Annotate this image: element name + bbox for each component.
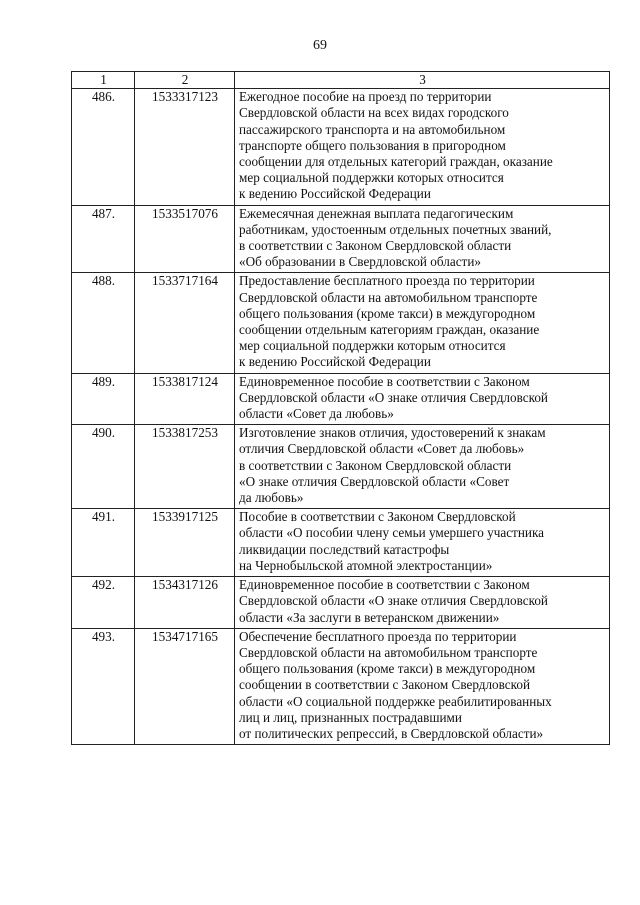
description-line: области «О пособии члену семьи умершего участника bbox=[239, 525, 544, 541]
description-line: пассажирского транспорта и на автомобильном bbox=[239, 121, 506, 137]
description-line: к ведению Российской Федерации bbox=[239, 186, 431, 202]
row-code: 1533517076 bbox=[135, 205, 235, 273]
description-line: лиц и лиц, признанных пострадавшими bbox=[239, 709, 462, 725]
description-line: Свердловской области «О знаке отличия Свердловской bbox=[239, 389, 548, 405]
description-line: Свердловской области на всех видах городского bbox=[239, 105, 509, 121]
row-code: 1533917125 bbox=[135, 509, 235, 577]
row-description bbox=[235, 89, 610, 205]
description-line: общего пользования (кроме такси) в междугородном bbox=[239, 305, 536, 321]
row-code: 1534717165 bbox=[135, 628, 235, 744]
row-description bbox=[235, 509, 610, 577]
table-header bbox=[72, 72, 610, 89]
table-row bbox=[72, 89, 610, 205]
description-line: мер социальной поддержки которым относится bbox=[239, 338, 506, 354]
row-number: 486. bbox=[72, 89, 135, 205]
description-line: области «О социальной поддержке реабилитированных bbox=[239, 693, 552, 709]
description-line: Ежемесячная денежная выплата педагогическим bbox=[239, 205, 514, 221]
row-description bbox=[235, 373, 610, 425]
row-number: 491. bbox=[72, 509, 135, 577]
row-number: 490. bbox=[72, 425, 135, 509]
description-line: Единовременное пособие в соответствии с Законом bbox=[239, 373, 530, 389]
description-line: Предоставление бесплатного проезда по территории bbox=[239, 273, 535, 289]
row-code: 1533817253 bbox=[135, 425, 235, 509]
description-line: сообщении в соответствии с Законом Свердловской bbox=[239, 677, 531, 693]
description-line: сообщении отдельным категориям граждан, оказание bbox=[239, 322, 540, 338]
description-line: да любовь» bbox=[239, 490, 304, 506]
description-line: общего пользования (кроме такси) в междугородном bbox=[239, 661, 536, 677]
row-code: 1534317126 bbox=[135, 577, 235, 629]
description-line: Обеспечение бесплатного проезда по территории bbox=[239, 628, 517, 644]
description-line: «Об образовании в Свердловской области» bbox=[239, 254, 481, 270]
table-row bbox=[72, 205, 610, 273]
header-cell-3: 3 bbox=[235, 72, 610, 89]
description-line: на Чернобыльской атомной электростанции» bbox=[239, 557, 493, 573]
description-line: Свердловской области на автомобильном транспорте bbox=[239, 289, 538, 305]
row-code: 1533317123 bbox=[135, 89, 235, 205]
description-line: сообщении для отдельных категорий граждан, оказание bbox=[239, 154, 553, 170]
page-number: 69 bbox=[313, 38, 327, 53]
row-number: 492. bbox=[72, 577, 135, 629]
description-line: работникам, удостоенным отдельных почетных званий, bbox=[239, 221, 552, 237]
row-number: 487. bbox=[72, 205, 135, 273]
header-cell-1: 1 bbox=[72, 72, 135, 89]
header-cell-2: 2 bbox=[135, 72, 235, 89]
table-header-row bbox=[72, 72, 610, 89]
row-description bbox=[235, 425, 610, 509]
row-code: 1533817124 bbox=[135, 373, 235, 425]
description-line: Ежегодное пособие на проезд по территории bbox=[239, 89, 492, 105]
row-code: 1533717164 bbox=[135, 273, 235, 373]
description-line: к ведению Российской Федерации bbox=[239, 354, 431, 370]
description-line: Свердловской области на автомобильном транспорте bbox=[239, 644, 538, 660]
row-description bbox=[235, 628, 610, 744]
description-line: в соответствии с Законом Свердловской области bbox=[239, 238, 512, 254]
description-line: ликвидации последствий катастрофы bbox=[239, 541, 450, 557]
table-row bbox=[72, 425, 610, 509]
description-line: Пособие в соответствии с Законом Свердловской bbox=[239, 509, 516, 525]
row-description bbox=[235, 273, 610, 373]
description-line: в соответствии с Законом Свердловской области bbox=[239, 457, 512, 473]
row-description bbox=[235, 577, 610, 629]
row-number: 488. bbox=[72, 273, 135, 373]
table-row bbox=[72, 509, 610, 577]
description-line: области «Совет да любовь» bbox=[239, 406, 394, 422]
document-table bbox=[71, 71, 610, 745]
description-line: области «За заслуги в ветеранском движении» bbox=[239, 609, 500, 625]
row-number: 493. bbox=[72, 628, 135, 744]
row-description bbox=[235, 205, 610, 273]
description-line: мер социальной поддержки которых относится bbox=[239, 170, 504, 186]
table-row bbox=[72, 273, 610, 373]
table-row bbox=[72, 373, 610, 425]
description-line: Единовременное пособие в соответствии с Законом bbox=[239, 577, 530, 593]
table-row bbox=[72, 577, 610, 629]
table-row bbox=[72, 628, 610, 744]
description-line: Изготовление знаков отличия, удостоверений к знакам bbox=[239, 425, 546, 441]
description-line: «О знаке отличия Свердловской области «Совет bbox=[239, 473, 510, 489]
description-line: отличия Свердловской области «Совет да любовь» bbox=[239, 441, 525, 457]
description-line: от политических репрессий, в Свердловской области» bbox=[239, 725, 544, 741]
description-line: Свердловской области «О знаке отличия Свердловской bbox=[239, 593, 548, 609]
table-body bbox=[72, 89, 610, 745]
row-number: 489. bbox=[72, 373, 135, 425]
description-line: транспорте общего пользования в пригородном bbox=[239, 137, 506, 153]
